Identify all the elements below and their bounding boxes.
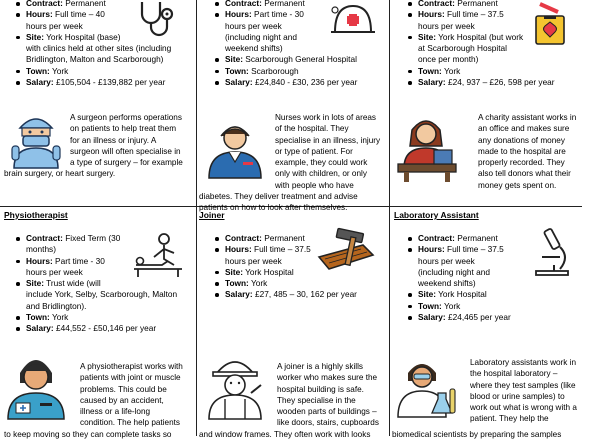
- medical-helmet-icon: [329, 2, 377, 38]
- job-title: Physiotherapist: [4, 210, 68, 220]
- site-fact: Site: York Hospital: [392, 289, 542, 300]
- job-facts: [199, 0, 358, 88]
- job-card-charity-assistant: [390, 0, 582, 206]
- physiotherapist-icon: [6, 349, 66, 419]
- job-card-nurse: [197, 0, 389, 213]
- site-fact: Site: Trust wide (will include York, Selby, Scarborough, Malton and Bridlington).: [0, 278, 190, 312]
- hours-fact: Hours: Full time – 37.5 hours per week: [199, 244, 384, 267]
- stethoscope-icon: [136, 0, 180, 40]
- town-fact: Town: York: [0, 312, 190, 323]
- hours-fact: Hours: Part time - 30 hours per week: [0, 256, 190, 279]
- job-description: A physiotherapist works with patients with joint or muscle problems. This could be caused by an accident, illness or a life-long condition. The help patients: [80, 362, 183, 428]
- job-title: Joiner: [199, 210, 225, 220]
- site-fact: Site: Scarborough General Hospital: [199, 54, 405, 65]
- surgeon-icon: [10, 110, 62, 168]
- builder-icon: [205, 353, 265, 419]
- site-fact: Site: York Hospital: [199, 267, 384, 278]
- hammer-wood-icon: [315, 227, 377, 277]
- nurse-icon: [205, 114, 265, 178]
- salary-fact: Salary: £105,504 - £139,882 per year: [0, 77, 206, 88]
- job-facts: [392, 0, 555, 88]
- job-title: Laboratory Assistant: [394, 210, 479, 220]
- site-fact: Site: York Hospital (but work at Scarborough Hospital once per month): [392, 32, 542, 66]
- town-fact: Town: York: [392, 301, 542, 312]
- town-fact: Town: York: [199, 278, 384, 289]
- job-description-continued: diabetes. They deliver treatment and advise patients on how to look after themselves.: [199, 192, 358, 213]
- contract-fact: Contract: Permanent: [392, 0, 542, 9]
- job-description-continued: to keep moving so they can complete tasks so: [4, 430, 172, 439]
- salary-fact: Salary: £27, 485 – 30, 162 per year: [199, 289, 384, 300]
- job-description-continued: and window frames. They often work with looks: [199, 430, 371, 439]
- microscope-icon: [532, 227, 574, 277]
- physiotherapy-icon: [130, 231, 186, 279]
- contract-fact: Contract: Fixed Term (30 months): [0, 233, 190, 256]
- contract-fact: Contract: Permanent: [199, 233, 384, 244]
- job-description: A joiner is a highly skills worker who makes sure the hospital building is safe. They specialise in the wooden parts of buildings – like doors, stairs, cupboards: [277, 362, 379, 428]
- town-fact: Town: York: [392, 66, 542, 77]
- job-card-physiotherapist: [0, 207, 196, 439]
- job-card-joiner: [197, 207, 389, 439]
- town-fact: Town: York: [0, 66, 150, 77]
- hours-fact: Hours: Full time – 37.5 hours per week (including night and weekend shifts): [392, 244, 542, 289]
- salary-fact: Salary: £24, 937 – £26, 598 per year: [392, 77, 603, 88]
- hours-fact: Hours: Part time - 30 hours per week (including night and weekend shifts): [199, 9, 349, 54]
- town-fact: Town: Scarborough: [199, 66, 349, 77]
- salary-fact: Salary: £24,840 - £30, 236 per year: [199, 77, 405, 88]
- job-description: Nurses work in lots of areas of the hospital. They specialise in an illness, injury or type of patient. For example, they could work only with children, or only with people who have: [275, 113, 381, 190]
- donation-box-icon: [530, 2, 570, 46]
- job-card-laboratory-assistant: [390, 207, 582, 439]
- job-card-surgeon: [0, 0, 196, 206]
- job-description-continued: biomedical scientists by preparing the samples: [392, 430, 562, 439]
- salary-fact: Salary: £44,552 - £50,146 per year: [0, 323, 190, 334]
- office-worker-icon: [394, 112, 460, 182]
- contract-fact: Contract: Permanent: [392, 233, 542, 244]
- job-facts: [0, 0, 172, 88]
- hours-fact: Hours: Full time – 37.5 hours per week: [392, 9, 542, 32]
- job-facts: [392, 233, 542, 323]
- salary-fact: Salary: £24,465 per year: [392, 312, 542, 323]
- job-description-continued: brain surgery, or heart surgery.: [4, 169, 116, 178]
- hours-fact: Hours: Full time – 40 hours per week: [0, 9, 150, 32]
- contract-fact: Contract: Permanent: [199, 0, 349, 9]
- lab-scientist-icon: [394, 353, 460, 419]
- job-description: A charity assistant works in an office and makes sure any donations of money made to the hospital are properly recorded. They also tell donors what their money gets spent on.: [478, 113, 577, 190]
- site-fact: Site: York Hospital (base) with clinics held at other sites (including Bridlington, Malton and Scarborough): [0, 32, 201, 66]
- job-description: Laboratory assistants work in the hospital laboratory – where they test samples (like blood or urine samples) to work out what is wrong with a patient. They help the: [470, 358, 577, 424]
- job-description: A surgeon performs operations on patients to help treat them for an illness or injury. A surgeon will often specialise in a type of surgery – for example: [70, 113, 183, 168]
- contract-fact: Contract: Permanent: [0, 0, 150, 9]
